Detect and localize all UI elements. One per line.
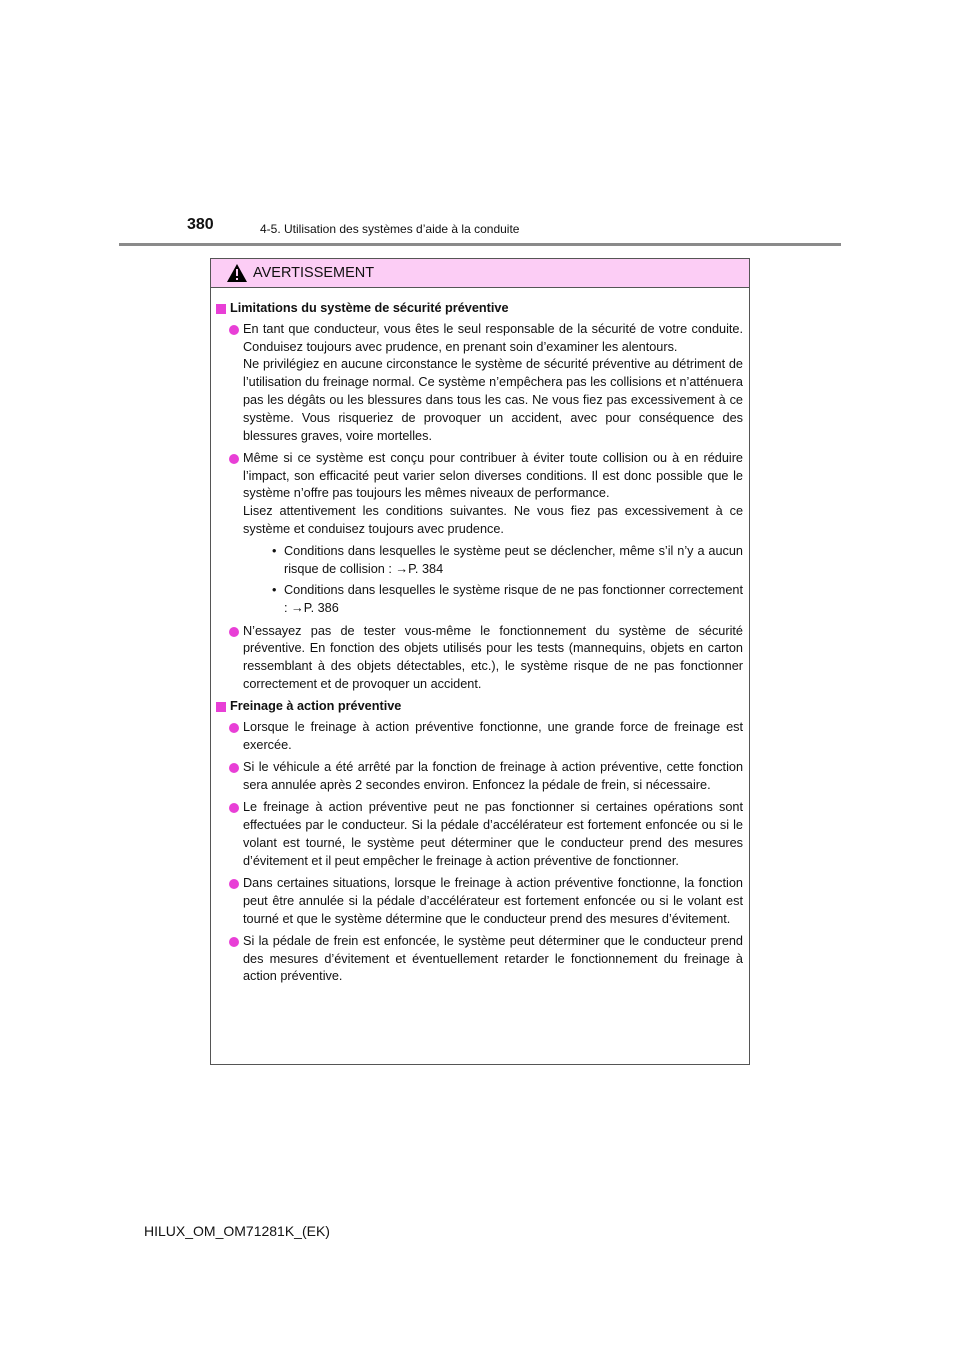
square-bullet-icon xyxy=(216,702,226,712)
paragraph: N’essayez pas de tester vous-même le fonctionnement du système de sécurité préventive. En fonction des objets utilisés pour les tests (mannequins, objets en carton ressemblant à des objets détectables, etc.), le système risque de ne pas fonctionner correctement et de provoquer un accident. xyxy=(243,623,743,691)
paragraph: Lisez attentivement les conditions suivantes. Ne vous fiez pas excessivement à ce système et conduisez toujours avec prudence. xyxy=(243,504,743,537)
sub-item-text: Conditions dans lesquelles le système peut se déclencher, même s’il n’y a aucun risque de collision : →P. 384 xyxy=(284,543,743,576)
paragraph: En tant que conducteur, vous êtes le seul responsable de la sécurité de votre conduite. Conduisez toujours avec prudence, en prenant soin d’examiner les alentours. xyxy=(243,321,743,354)
circle-bullet-icon xyxy=(229,325,239,335)
warning-title: AVERTISSEMENT xyxy=(253,265,375,281)
heading-text: Limitations du système de sécurité préventive xyxy=(230,301,509,315)
page-number: 380 xyxy=(187,216,214,233)
circle-bullet-icon xyxy=(229,723,239,733)
list-item xyxy=(216,759,743,795)
paragraph: Même si ce système est conçu pour contribuer à éviter toute collision ou à en réduire l’impact, son efficacité peut varier selon diverses conditions. Il est donc possible que le système n’offre pas toujours les mêmes niveaux de performance. xyxy=(243,450,743,501)
warning-triangle-icon xyxy=(227,264,247,282)
list-item xyxy=(216,321,743,446)
list-item xyxy=(216,623,743,694)
circle-bullet-icon xyxy=(229,879,239,889)
section-heading xyxy=(216,300,743,318)
dot-bullet-icon: • xyxy=(272,583,277,598)
circle-bullet-icon xyxy=(229,454,239,464)
section-heading xyxy=(216,698,743,716)
square-bullet-icon xyxy=(216,304,226,314)
list-item xyxy=(216,450,743,618)
section-title: 4-5. Utilisation des systèmes d’aide à la conduite xyxy=(260,222,520,236)
circle-bullet-icon xyxy=(229,763,239,773)
paragraph: Si la pédale de frein est enfoncée, le système peut déterminer que le conducteur prend des mesures d’évitement et éventuellement retarder le fonctionnement du freinage à action préventive. xyxy=(243,933,743,984)
warning-box xyxy=(210,258,750,1065)
paragraph: Si le véhicule a été arrêté par la fonction de freinage à action préventive, cette fonction sera annulée après 2 secondes environ. Enfoncez la pédale de frein, si nécessaire. xyxy=(243,760,743,792)
sub-item xyxy=(243,582,743,618)
paragraph: Le freinage à action préventive peut ne pas fonctionner si certaines opérations sont effectuées par le conducteur. Si la pédale d’accélérateur est fortement enfoncée ou si le volant est tourné, le système peut déterminer que le conducteur prend des mesures d’évitement et il peut empêcher le freinage à action préventive de fonctionner. xyxy=(243,800,743,868)
sub-item xyxy=(243,543,743,579)
list-item xyxy=(216,799,743,870)
paragraph: Ne privilégiez en aucune circonstance le système de sécurité préventive au détriment de l’utilisation du freinage normal. Ce système n’empêchera pas les collisions et n’atténuera pas les dégâts ou les blessures dans tous les cas. Ne vous fiez pas excessivement à ce système. Vous risqueriez de provoquer un accident, avec pour conséquence des blessures graves, voire mortelles. xyxy=(243,357,743,443)
warning-content xyxy=(211,288,749,986)
list-item xyxy=(216,875,743,928)
sub-item-text: Conditions dans lesquelles le système risque de ne pas fonctionner correctement : →P. 386 xyxy=(284,583,743,616)
list-item xyxy=(216,719,743,755)
circle-bullet-icon xyxy=(229,937,239,947)
paragraph: Dans certaines situations, lorsque le freinage à action préventive fonctionne, la fonction peut être annulée si la pédale d’accélérateur est fortement enfoncée ou si le volant est tourné et que le système détermine que le conducteur prend des mesures d’évitement. xyxy=(243,875,743,926)
circle-bullet-icon xyxy=(229,803,239,813)
warning-header xyxy=(211,259,749,288)
heading-text: Freinage à action préventive xyxy=(230,699,402,714)
list-item xyxy=(216,933,743,986)
dot-bullet-icon: • xyxy=(272,543,277,558)
document-code: HILUX_OM_OM71281K_(EK) xyxy=(144,1223,330,1239)
paragraph: Lorsque le freinage à action préventive fonctionne, une grande force de freinage est exercée. xyxy=(243,720,743,752)
circle-bullet-icon xyxy=(229,627,239,637)
header-divider xyxy=(119,243,841,246)
